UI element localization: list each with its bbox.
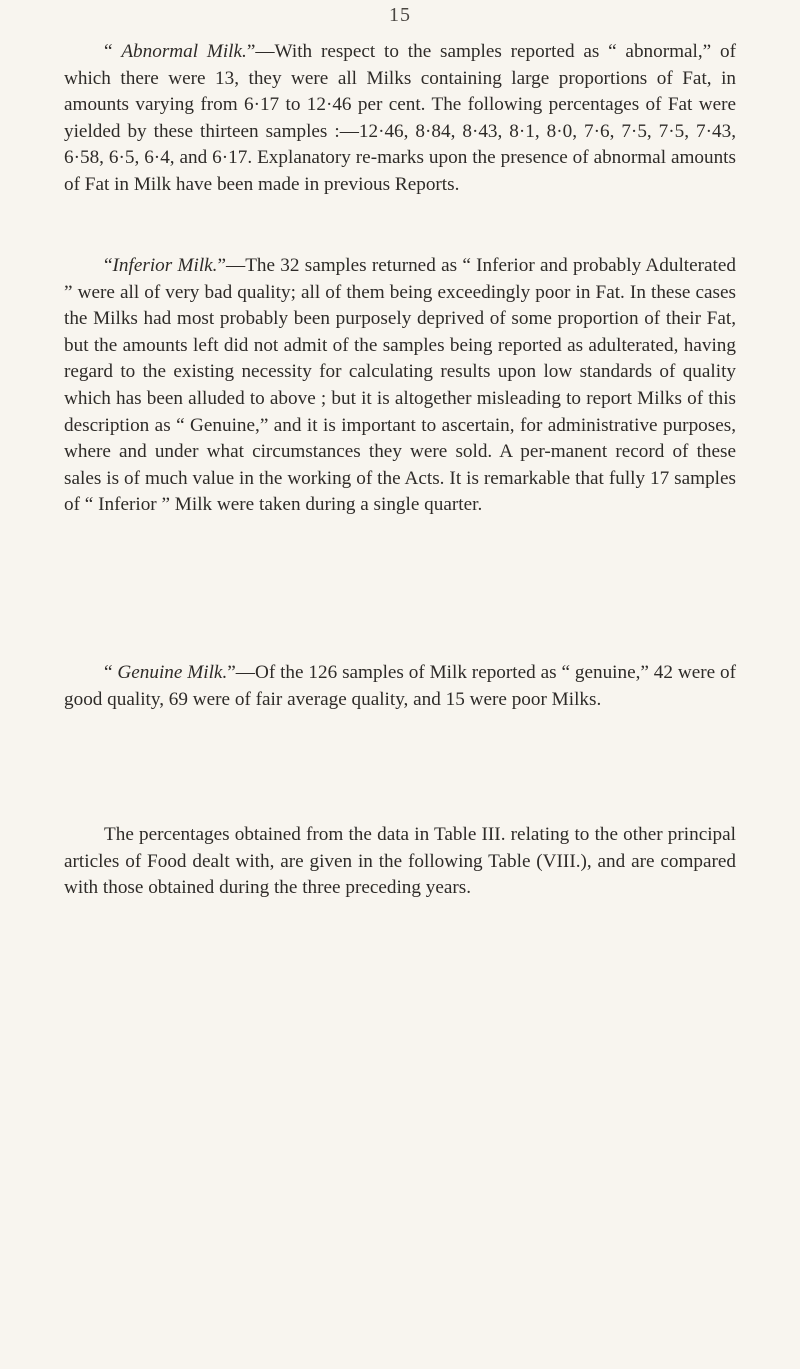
heading-open-quote: “ [104,41,122,62]
heading-close-quote: ” [246,41,256,62]
paragraph-genuine-milk [64,660,736,713]
paragraph-body: —With respect to the samples reported as “ abnormal,” of which there were 13, they were all Milks containing large proportions of Fat, in amounts varying from 6·17 to 12·46 per cent. The following percentages of Fat were yielded by these thirteen samples :—12·46, 8·84, 8·43, 8·1, 8·0, 7·6, 7·5, 7·5, 7·43, 6·58, 6·5, 6·4, and 6·17. Explanatory re-marks upon the presence of abnormal amounts of Fat in Milk have been made in previous Reports. [64,41,736,195]
paragraph-inferior-milk [64,253,736,519]
paragraph-body: —Of the 126 samples of Milk reported as “ genuine,” 42 were of good quality, 69 were of fair average quality, and 15 were poor Milks. [64,662,736,710]
heading-close-quote: ” [227,662,236,683]
heading-inferior-milk: Inferior Milk. [112,255,218,276]
heading-genuine-milk: Genuine Milk. [117,662,228,683]
paragraph-body: The percentages obtained from the data in Table III. relating to the other principal articles of Food dealt with, are given in the following Table (VIII.), and are compared with those obtained during the three preceding years. [64,824,736,899]
paragraph-abnormal-milk [64,39,736,199]
heading-open-quote: “ [104,662,118,683]
paragraph-body: —The 32 samples returned as “ Inferior and probably Adulterated ” were all of very bad quality; all of them being exceedingly poor in Fat. In these cases the Milks had most probably been purposely deprived of some proportion of their Fat, but the amounts left did not admit of the samples being reported as adulterated, having regard to the existing necessity for calculating results upon low standards of quality which has been alluded to above ; but it is altogether misleading to report Milks of this description as “ Genuine,” and it is important to ascertain, for administrative purposes, where and under what circumstances they were sold. A per-manent record of these sales is of much value in the working of the Acts. It is remarkable that fully 17 samples of “ Inferior ” Milk were taken during a single quarter. [64,255,736,516]
page-number: 15 [389,4,411,26]
heading-close-quote: ” [217,255,226,276]
heading-open-quote: “ [104,255,113,276]
heading-abnormal-milk: Abnormal Milk. [121,41,247,62]
paragraph-percentages [64,822,736,902]
